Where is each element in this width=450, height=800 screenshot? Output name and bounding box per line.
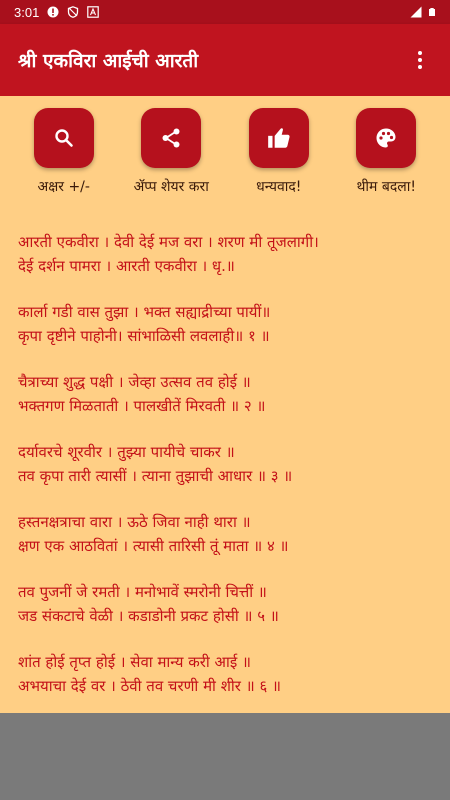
thanks-label: धन्यवाद! bbox=[256, 179, 302, 195]
stanza-line: जड संकटाचे वेळी । कडाडोनी प्रकट होसी ॥ ५ ॥ bbox=[18, 607, 279, 625]
stanza-line: कार्ला गडी वास तुझा । भक्त सह्याद्रीच्या पायीं॥ bbox=[18, 303, 271, 321]
alert-icon bbox=[47, 6, 59, 18]
stanza-line: शांत होई तृप्त होई । सेवा मान्य करी आई ॥ bbox=[18, 653, 251, 671]
font-size-label: अक्षर +/- bbox=[37, 179, 90, 195]
content-area bbox=[0, 96, 450, 713]
change-theme-button[interactable] bbox=[356, 108, 416, 168]
stanza-line: तव पुजनीं जे रमती । मनोभावें स्मरोनी चित्तीं ॥ bbox=[18, 583, 267, 601]
change-theme-label: थीम बदला! bbox=[356, 179, 417, 195]
stanza-line: तव कृपा तारी त्यासीं । त्याना तुझाची आधार ॥ ३ ॥ bbox=[18, 467, 293, 485]
bottom-empty-area bbox=[0, 713, 450, 800]
stanza-1 bbox=[18, 230, 432, 278]
overflow-menu-button[interactable] bbox=[408, 48, 432, 72]
stanza-line: अभयाचा देई वर । ठेवी तव चरणी मी शीर ॥ ६ ॥ bbox=[18, 677, 282, 695]
stanza-line: चैत्राच्या शुद्ध पक्षी । जेव्हा उत्सव तव होई ॥ bbox=[18, 373, 251, 391]
page-title: श्री एकविरा आईची आरती bbox=[18, 50, 199, 72]
status-time: 3:01 bbox=[14, 4, 40, 20]
stanza-3 bbox=[18, 370, 432, 418]
palette-icon bbox=[374, 126, 398, 150]
stanza-line: भक्तगण मिळताती । पालखीतें मिरवती ॥ २ ॥ bbox=[18, 397, 266, 415]
thumbs-up-icon bbox=[266, 125, 292, 151]
font-size-button[interactable] bbox=[34, 108, 94, 168]
thanks-action[interactable] bbox=[225, 108, 333, 196]
stanza-7 bbox=[18, 650, 432, 698]
change-theme-action[interactable] bbox=[333, 108, 441, 196]
more-vert-icon bbox=[418, 51, 422, 55]
stanza-2 bbox=[18, 300, 432, 348]
font-icon bbox=[87, 6, 99, 18]
stanza-4 bbox=[18, 440, 432, 488]
battery-icon bbox=[428, 6, 436, 18]
thanks-button[interactable] bbox=[249, 108, 309, 168]
font-size-action[interactable] bbox=[10, 108, 118, 196]
share-app-action[interactable] bbox=[118, 108, 226, 196]
stanza-line: आरती एकवीरा । देवी देई मज वरा । शरण मी तूजलागी। bbox=[18, 233, 319, 251]
signal-icon bbox=[410, 6, 422, 18]
stanza-line: दर्यावरचे शूरवीर । तुझ्या पायीचे चाकर ॥ bbox=[18, 443, 235, 461]
search-icon bbox=[52, 126, 76, 150]
app-bar bbox=[0, 24, 450, 96]
share-icon bbox=[159, 126, 183, 150]
status-bar bbox=[0, 0, 450, 24]
stanza-line: कृपा दृष्टीने पाहोनी। सांभाळिसी लवलाही॥ १ ॥ bbox=[18, 327, 270, 345]
action-row bbox=[0, 96, 450, 196]
share-app-button[interactable] bbox=[141, 108, 201, 168]
shield-icon bbox=[67, 6, 79, 18]
aarti-text bbox=[0, 196, 450, 698]
stanza-line: देई दर्शन पामरा । आरती एकवीरा । धृ.॥ bbox=[18, 257, 235, 275]
share-app-label: ॲप्प शेयर करा bbox=[133, 179, 209, 195]
stanza-5 bbox=[18, 510, 432, 558]
stanza-line: हस्तनक्षत्राचा वारा । ऊठे जिवा नाही थारा ॥ bbox=[18, 513, 251, 531]
stanza-6 bbox=[18, 580, 432, 628]
stanza-line: क्षण एक आठवितां । त्यासी तारिसी तूं माता ॥ ४ ॥ bbox=[18, 537, 289, 555]
